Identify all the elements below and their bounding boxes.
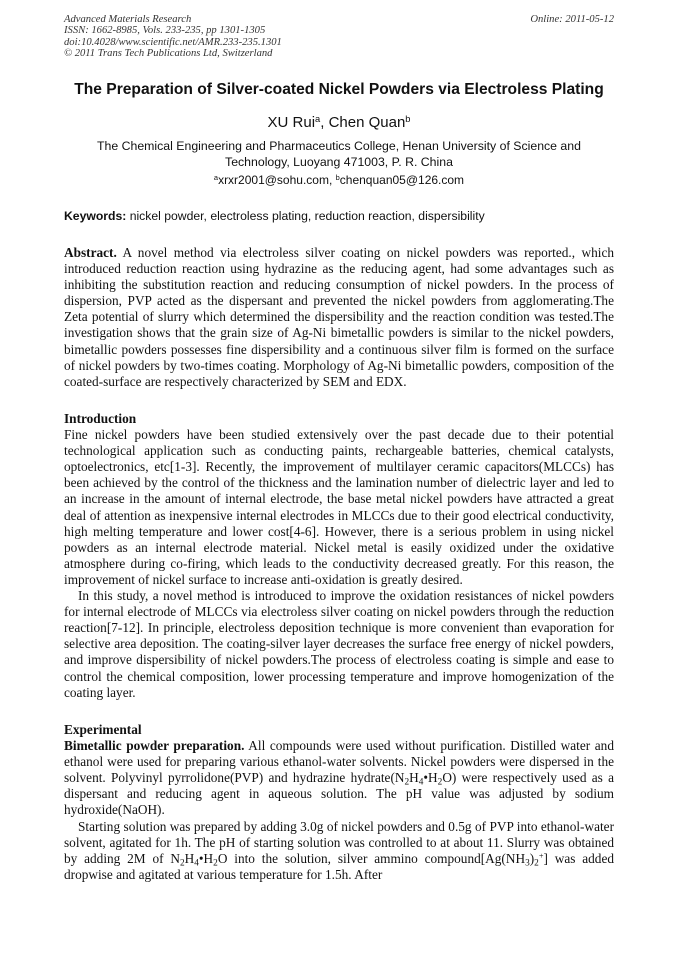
formula-paren: ): [529, 850, 535, 866]
email-b[interactable]: chenquan05@126.com: [339, 173, 465, 187]
keywords: [64, 209, 614, 223]
issn-line: ISSN: 1662-8985, Vols. 233-235, pp 1301-1305: [64, 25, 266, 37]
introduction-paragraph-2: In this study, a novel method is introduced to improve the oxidation resistances of nickel powders for internal electrode of MLCCs via electroless silver coating on nickel powders through the reduction reaction[7-12]. In principle, electroless deposition technique is more convenient than evaporation for selective area deposition. The coating-silver layer decreases the surface free energy of nickel powders, and improve dispersibility of nickel powders.The process of electroless coating is simple and ease to control the chemical composition, lower processing temperature and improve homogenization of the coating layer.: [64, 588, 614, 700]
abstract-text: A novel method via electroless silver coating on nickel powders was reported., which introduced reduction reaction using hydrazine as the reducing agent, had some advantages such as inhibiting the substitution reaction and reducing consumption of nickel powders. In the process of dispersion, PVP acted as the dispersant and prevented the nickel powders from agglomerating.The Zeta potential of slurry which determined the dispersibility and the reaction condition was tested.The investigation shows that the grain size of Ag-Ni bimetallic powders is similar to the nickel powders, bimetallic powders possesses fine dispersibility and a continuous silver film is formed on the surface of nickel powders by two-times coating. Morphology of Ag-Ni bimetallic powders, composition of the coated-surface are respectively characterized by SEM and EDX.: [64, 245, 614, 389]
sub-4b: 4: [194, 858, 199, 869]
sub-2e: 2: [534, 858, 539, 869]
author-2: Chen Quan: [328, 114, 406, 131]
formula-h: H: [409, 770, 419, 786]
exp-p2-text-a: Starting solution was prepared by adding 3.0g of nickel powders and 0.5g of PVP into ethanol-water solvent, agitated for 1h. The pH of starting solution was controlled to at about 11. Slurry was obtained by adding 2M of N: [64, 818, 614, 866]
introduction-heading: Introduction: [64, 411, 137, 426]
journal-header: [64, 14, 404, 60]
author-line: [40, 114, 638, 131]
copyright-line: © 2011 Trans Tech Publications Ltd, Switzerland: [64, 48, 273, 60]
formula-h-2: H: [184, 850, 195, 866]
abstract-label: Abstract.: [64, 245, 117, 260]
sub-3: 3: [525, 858, 530, 869]
exp-p2-text-d: O into the solution, silver ammino compound[Ag(NH: [217, 850, 526, 866]
email-separator: ,: [328, 173, 336, 187]
email-b-mark: b: [335, 172, 340, 182]
author-separator: ,: [320, 114, 329, 131]
subsection-heading: Bimetallic powder preparation.: [64, 738, 245, 754]
sub-4: 4: [418, 777, 424, 788]
keywords-label: Keywords:: [64, 209, 127, 223]
online-date: Online: 2011-05-12: [530, 14, 614, 25]
sub-2d: 2: [213, 858, 218, 869]
paper-title: The Preparation of Silver-coated Nickel Powders via Electroless Plating: [74, 81, 604, 98]
introduction-paragraph-1: Fine nickel powders have been studied extensively over the past decade due to their potential technological application such as conducting paints, rechargeable batteries, chemical catalysts, optoelectronics, etc[1-3]. Recently, the improvement of multilayer ceramic capacitors(MLCCs) has been achieved by the control of the thickness and the lamination number of dielectric layer and led to an increase in the amount of internal electrode, the base metal nickel powders have attracted a great deal of attention as inexpensive internal electrodes in MLCCs due to their good electrical conductivity, high melting temperature and lower cost[4-6]. However, there is a serious problem in using nickel powders as an internal electrode material. Nickel metal is easily oxidized under the oxidative atmosphere during co-firing, which leads to the conductivity decreased greatly. For this reason, the improvement of nickel surface to increase anti-oxidation is greatly desired.: [64, 427, 614, 587]
exp-p2-text-e: ] was added dropwise and agitated at various temperature for 1.5h. After: [64, 850, 614, 882]
abstract: [64, 245, 614, 390]
author-2-mark: b: [405, 113, 411, 124]
doi-line: doi:10.4028/www.scientific.net/AMR.233-235.1301: [64, 36, 282, 48]
sub-2: 2: [404, 777, 410, 788]
email-a-mark: a: [213, 172, 219, 182]
formula-dot-h-2: •H: [198, 850, 214, 866]
sub-2b: 2: [437, 777, 443, 788]
formula-dot-h: •H: [423, 770, 438, 786]
affiliation: The Chemical Engineering and Pharmaceutics College, Henan University of Science and Technology, Luoyang 471003, P. R. China: [97, 139, 581, 169]
exp-p1-text-a: All compounds were used without purification. Distilled water and ethanol were used for preparing various ethanol-water solvents. Nickel powders were dispersed in the solvent. Polyvinyl pyrrolidone(PVP) and hydrazine hydrate(N: [64, 738, 614, 786]
email-line: [40, 173, 638, 187]
exp-p1-text-b: O) were respectively used as a dispersant and reducing agent in aqueous solution. The pH value was adjusted by sodium hydroxide(NaOH).: [64, 770, 614, 818]
journal-name: Advanced Materials Research: [64, 14, 192, 25]
author-1-mark: a: [315, 113, 321, 124]
keywords-text: nickel powder, electroless plating, reduction reaction, dispersibility: [126, 209, 485, 223]
experimental-heading: Experimental: [64, 722, 142, 737]
experimental-paragraph-2: [64, 819, 614, 883]
email-a[interactable]: xrxr2001@sohu.com: [218, 173, 329, 187]
experimental-paragraph-1: [64, 738, 614, 818]
author-1: XU Rui: [267, 114, 316, 131]
sup-plus: +: [538, 851, 544, 861]
introduction-section: [64, 411, 614, 701]
sub-2c: 2: [179, 858, 185, 869]
experimental-section: [64, 722, 614, 883]
